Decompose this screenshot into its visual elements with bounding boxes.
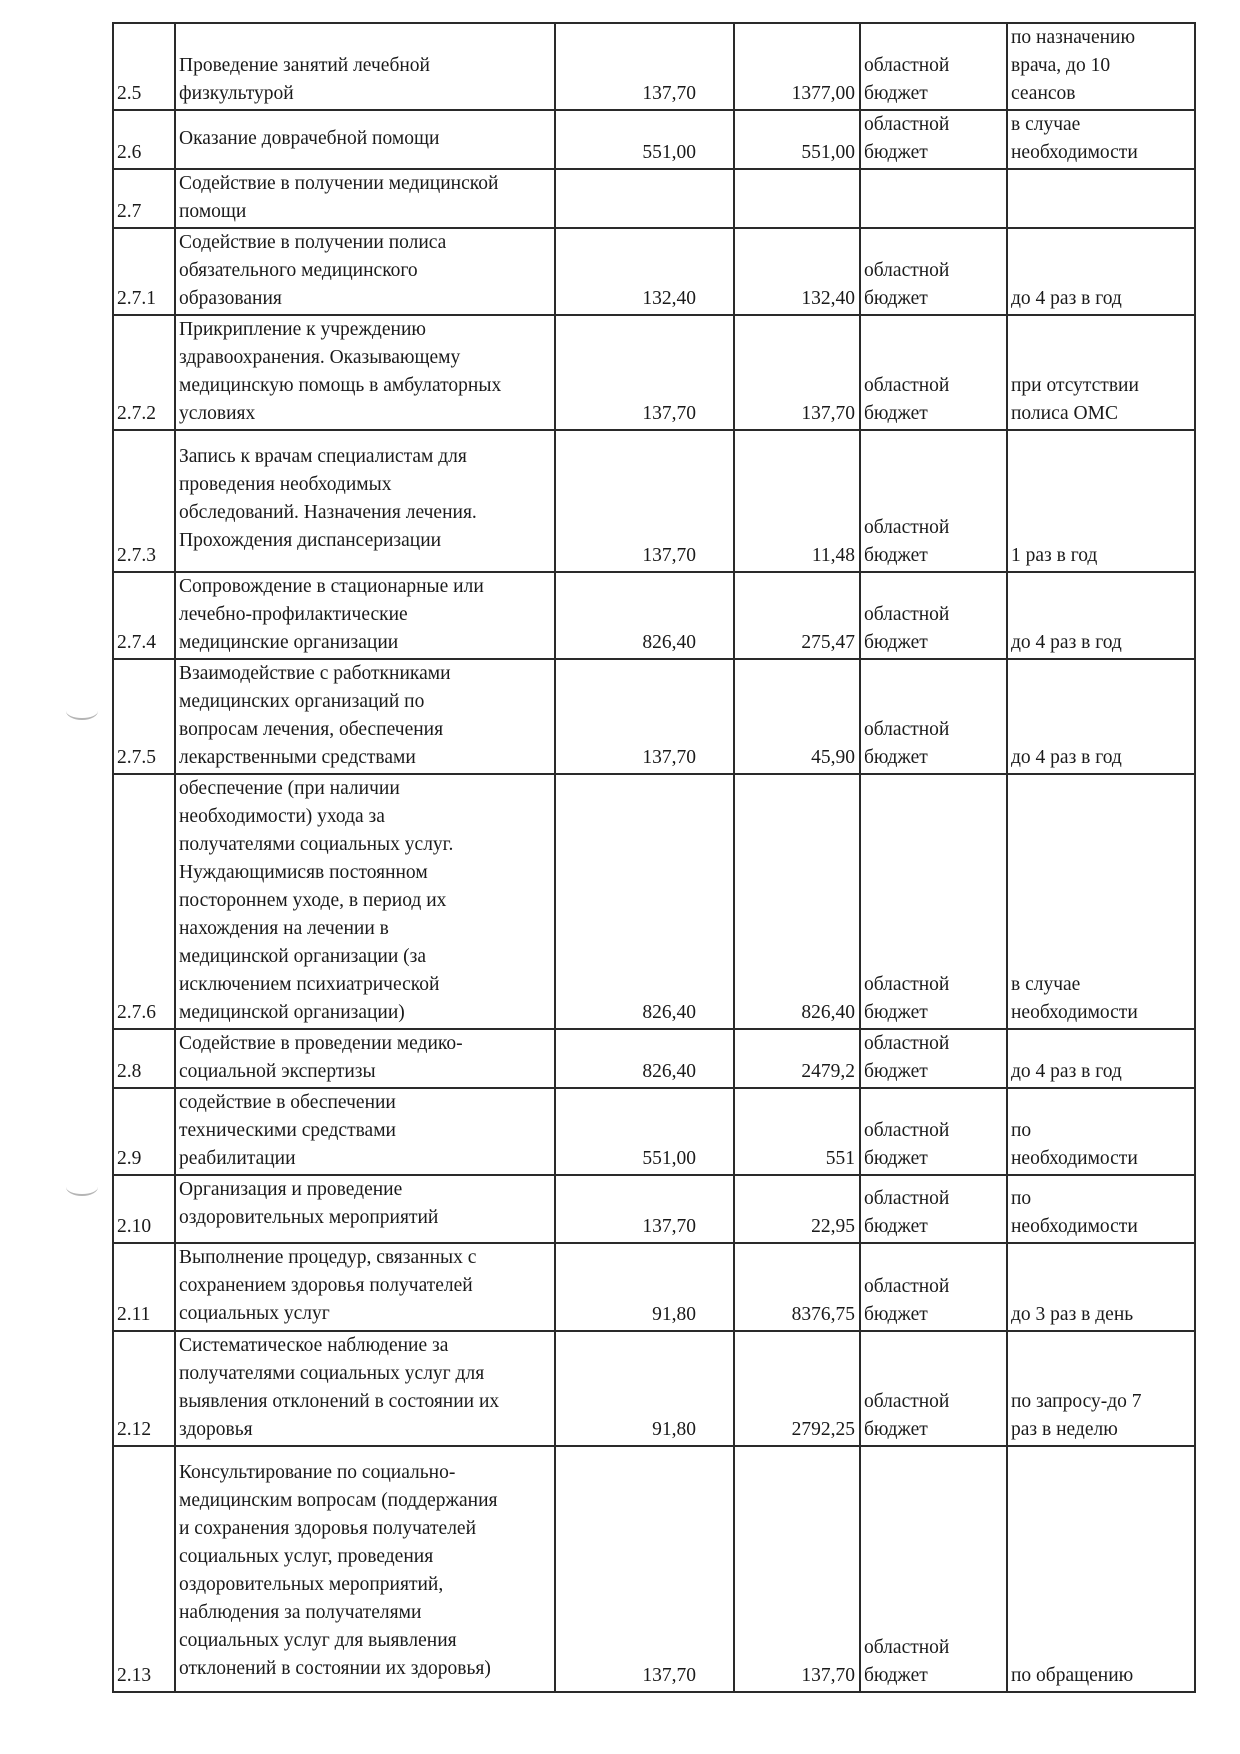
service-name-line: медицинской организации (за: [179, 946, 427, 967]
service-name-line: наблюдения за получателями: [179, 1602, 422, 1623]
funding-source-cell: [860, 169, 1007, 228]
table-row: [113, 169, 1195, 228]
service-name-line: Взаимодействие с работкниками: [179, 663, 451, 684]
funding-source-cell: [860, 1331, 1007, 1446]
service-name-line: обязательного медицинского: [179, 260, 418, 281]
service-name-line: социальных услуг для выявления: [179, 1630, 457, 1651]
frequency-note-line: врача, до 10: [1011, 55, 1111, 76]
service-name-line: социальных услуг: [179, 1303, 330, 1324]
funding-source-line: бюджет: [864, 545, 928, 566]
frequency-note-cell: [1007, 1088, 1195, 1175]
funding-source-line: бюджет: [864, 1002, 928, 1023]
service-name-cell: [175, 228, 555, 315]
frequency-note-cell: до 4 раз в год: [1007, 659, 1195, 774]
service-name-cell: [175, 1029, 555, 1088]
tariff-cell: 137,70: [555, 1446, 734, 1692]
row-number-cell: 2.13: [113, 1446, 175, 1692]
funding-source-line: областной: [864, 375, 950, 396]
funding-source-line: бюджет: [864, 1304, 928, 1325]
row-number-cell: 2.10: [113, 1175, 175, 1243]
service-name-line: медицинской организации): [179, 1002, 405, 1023]
service-name-line: и сохранения здоровья получателей: [179, 1518, 477, 1539]
funding-source-line: областной: [864, 55, 950, 76]
sum-cell: 137,70: [734, 1446, 860, 1692]
service-name-line: нахождения на лечении в: [179, 918, 389, 939]
funding-source-line: бюджет: [864, 288, 928, 309]
sum-cell: 826,40: [734, 774, 860, 1029]
funding-source-line: областной: [864, 719, 950, 740]
frequency-note-line: необходимости: [1011, 142, 1138, 163]
row-number-cell: 2.12: [113, 1331, 175, 1446]
service-name-cell: [175, 169, 555, 228]
service-name-cell: [175, 572, 555, 659]
sum-cell: 45,90: [734, 659, 860, 774]
service-name-cell: [175, 315, 555, 430]
frequency-note-line: полиса ОМС: [1011, 403, 1118, 424]
funding-source-line: бюджет: [864, 403, 928, 424]
frequency-note-cell: [1007, 1175, 1195, 1243]
service-name-line: Нуждающимисяв постоянном: [179, 862, 428, 883]
hole-punch-mark-bottom: [66, 1178, 98, 1196]
service-name-line: условиях: [179, 403, 256, 424]
service-name-line: медицинскую помощь в амбулаторных: [179, 375, 502, 396]
service-name-line: Сопровождение в стационарные или: [179, 576, 484, 597]
funding-source-line: областной: [864, 517, 950, 538]
funding-source-line: бюджет: [864, 142, 928, 163]
sum-cell: 137,70: [734, 315, 860, 430]
service-name-line: сохранением здоровья получателей: [179, 1275, 473, 1296]
sum-cell: 11,48: [734, 430, 860, 572]
table-row: [113, 23, 1195, 110]
frequency-note-cell: [1007, 315, 1195, 430]
table-row: [113, 228, 1195, 315]
funding-source-cell: [860, 659, 1007, 774]
service-name-line: медицинских организаций по: [179, 691, 425, 712]
service-name-line: постороннем уходе, в период их: [179, 890, 447, 911]
funding-source-line: областной: [864, 1276, 950, 1297]
table-row: [113, 1088, 1195, 1175]
funding-source-cell: [860, 23, 1007, 110]
row-number-cell: 2.7.5: [113, 659, 175, 774]
frequency-note-line: сеансов: [1011, 83, 1076, 104]
service-name-line: получателями социальных услуг для: [179, 1363, 485, 1384]
service-name-cell: [175, 1243, 555, 1331]
service-name-line: Прохождения диспансеризации: [179, 530, 442, 551]
funding-source-cell: [860, 1446, 1007, 1692]
tariff-cell: 137,70: [555, 430, 734, 572]
service-name-line: Организация и проведение: [179, 1179, 403, 1200]
funding-source-line: областной: [864, 1188, 950, 1209]
frequency-note-line: в случае: [1011, 114, 1081, 135]
hole-punch-mark-top: [66, 702, 98, 720]
funding-source-cell: [860, 1029, 1007, 1088]
service-name-cell: [175, 1088, 555, 1175]
service-name-line: Оказание доврачебной помощи: [179, 128, 440, 149]
sum-cell: 2479,2: [734, 1029, 860, 1088]
tariff-cell: 826,40: [555, 774, 734, 1029]
funding-source-line: областной: [864, 1033, 950, 1054]
service-name-line: Выполнение процедур, связанных с: [179, 1247, 477, 1268]
frequency-note-cell: до 4 раз в год: [1007, 572, 1195, 659]
service-name-cell: [175, 659, 555, 774]
row-number-cell: 2.8: [113, 1029, 175, 1088]
row-number-cell: 2.7: [113, 169, 175, 228]
service-name-line: получателями социальных услуг.: [179, 834, 454, 855]
service-name-line: обеспечение (при наличии: [179, 778, 400, 799]
sum-cell: 2792,25: [734, 1331, 860, 1446]
row-number-cell: 2.7.2: [113, 315, 175, 430]
frequency-note-cell: до 4 раз в год: [1007, 228, 1195, 315]
service-name-line: Содействие в получении медицинской: [179, 173, 499, 194]
service-name-line: оздоровительных мероприятий,: [179, 1574, 444, 1595]
funding-source-cell: [860, 1175, 1007, 1243]
service-name-cell: [175, 23, 555, 110]
service-name-line: физкультурой: [179, 83, 294, 104]
funding-source-line: областной: [864, 974, 950, 995]
tariff-cell: [555, 169, 734, 228]
service-name-line: медицинским вопросам (поддержания: [179, 1490, 498, 1511]
sum-cell: 551: [734, 1088, 860, 1175]
row-number-cell: 2.5: [113, 23, 175, 110]
service-name-line: Консультирование по социально-: [179, 1462, 456, 1483]
service-name-line: медицинские организации: [179, 632, 399, 653]
frequency-note-cell: 1 раз в год: [1007, 430, 1195, 572]
services-table-body: [113, 23, 1195, 1692]
table-row: [113, 110, 1195, 169]
funding-source-cell: [860, 110, 1007, 169]
tariff-cell: 137,70: [555, 659, 734, 774]
row-number-cell: 2.7.4: [113, 572, 175, 659]
service-name-line: вопросам лечения, обеспечения: [179, 719, 444, 740]
service-name-line: Содействие в проведении медико-: [179, 1033, 463, 1054]
frequency-note-cell: [1007, 23, 1195, 110]
funding-source-cell: [860, 228, 1007, 315]
frequency-note-line: по назначению: [1011, 27, 1136, 48]
funding-source-cell: [860, 1088, 1007, 1175]
tariff-cell: 551,00: [555, 110, 734, 169]
sum-cell: 275,47: [734, 572, 860, 659]
frequency-note-cell: [1007, 1331, 1195, 1446]
tariff-cell: 91,80: [555, 1243, 734, 1331]
funding-source-line: областной: [864, 114, 950, 135]
frequency-note-line: в случае: [1011, 974, 1081, 995]
frequency-note-cell: [1007, 774, 1195, 1029]
funding-source-cell: [860, 1243, 1007, 1331]
funding-source-cell: [860, 774, 1007, 1029]
service-name-line: выявления отклонений в состоянии их: [179, 1391, 500, 1412]
funding-source-line: бюджет: [864, 747, 928, 768]
tariff-cell: 137,70: [555, 315, 734, 430]
row-number-cell: 2.11: [113, 1243, 175, 1331]
sum-cell: 8376,75: [734, 1243, 860, 1331]
service-name-line: содействие в обеспечении: [179, 1092, 396, 1113]
service-name-line: социальной экспертизы: [179, 1061, 376, 1082]
frequency-note-line: по запросу-до 7: [1011, 1391, 1142, 1412]
table-row: [113, 774, 1195, 1029]
service-name-line: Проведение занятий лечебной: [179, 55, 430, 76]
sum-cell: [734, 169, 860, 228]
frequency-note-cell: [1007, 169, 1195, 228]
service-name-line: лечебно-профилактические: [179, 604, 408, 625]
service-name-line: лекарственными средствами: [179, 747, 416, 768]
tariff-cell: 91,80: [555, 1331, 734, 1446]
tariff-cell: 137,70: [555, 23, 734, 110]
frequency-note-cell: до 3 раз в день: [1007, 1243, 1195, 1331]
table-row: [113, 1029, 1195, 1088]
row-number-cell: 2.9: [113, 1088, 175, 1175]
frequency-note-cell: до 4 раз в год: [1007, 1029, 1195, 1088]
sum-cell: 551,00: [734, 110, 860, 169]
frequency-note-line: при отсутствии: [1011, 375, 1139, 396]
sum-cell: 1377,00: [734, 23, 860, 110]
table-row: [113, 1331, 1195, 1446]
row-number-cell: 2.7.3: [113, 430, 175, 572]
tariff-cell: 137,70: [555, 1175, 734, 1243]
service-name-line: здравоохранения. Оказывающему: [179, 347, 461, 368]
service-name-line: реабилитации: [179, 1148, 296, 1169]
row-number-cell: 2.6: [113, 110, 175, 169]
service-name-line: образования: [179, 288, 282, 309]
funding-source-line: бюджет: [864, 83, 928, 104]
service-name-line: обследований. Назначения лечения.: [179, 502, 477, 523]
table-row: [113, 659, 1195, 774]
funding-source-line: бюджет: [864, 632, 928, 653]
service-name-line: необходимости) ухода за: [179, 806, 385, 827]
service-name-cell: [175, 774, 555, 1029]
funding-source-line: бюджет: [864, 1216, 928, 1237]
service-name-line: Запись к врачам специалистам для: [179, 446, 467, 467]
service-name-line: техническими средствами: [179, 1120, 396, 1141]
funding-source-line: бюджет: [864, 1665, 928, 1686]
frequency-note-line: раз в неделю: [1011, 1419, 1118, 1440]
funding-source-line: областной: [864, 260, 950, 281]
service-name-line: оздоровительных мероприятий: [179, 1207, 439, 1228]
funding-source-cell: [860, 572, 1007, 659]
funding-source-line: областной: [864, 604, 950, 625]
funding-source-line: областной: [864, 1120, 950, 1141]
table-row: [113, 572, 1195, 659]
service-name-line: здоровья: [179, 1419, 253, 1440]
table-row: [113, 1243, 1195, 1331]
service-name-cell: [175, 430, 555, 572]
tariff-cell: 826,40: [555, 572, 734, 659]
frequency-note-cell: [1007, 110, 1195, 169]
row-number-cell: 2.7.1: [113, 228, 175, 315]
tariff-cell: 551,00: [555, 1088, 734, 1175]
sum-cell: 22,95: [734, 1175, 860, 1243]
funding-source-line: областной: [864, 1637, 950, 1658]
funding-source-cell: [860, 430, 1007, 572]
service-name-cell: [175, 1331, 555, 1446]
table-row: [113, 430, 1195, 572]
service-name-line: помощи: [179, 201, 247, 222]
frequency-note-cell: по обращению: [1007, 1446, 1195, 1692]
service-name-line: социальных услуг, проведения: [179, 1546, 434, 1567]
row-number-cell: 2.7.6: [113, 774, 175, 1029]
tariff-cell: 826,40: [555, 1029, 734, 1088]
frequency-note-line: по: [1011, 1120, 1032, 1141]
sum-cell: 132,40: [734, 228, 860, 315]
funding-source-line: бюджет: [864, 1419, 928, 1440]
table-row: [113, 1446, 1195, 1692]
service-name-line: отклонений в состоянии их здоровья): [179, 1658, 491, 1679]
frequency-note-line: по: [1011, 1188, 1032, 1209]
frequency-note-line: необходимости: [1011, 1148, 1138, 1169]
funding-source-line: бюджет: [864, 1061, 928, 1082]
service-name-line: проведения необходимых: [179, 474, 392, 495]
service-name-line: Прикрипление к учреждению: [179, 319, 426, 340]
frequency-note-line: необходимости: [1011, 1002, 1138, 1023]
service-name-line: исключением психиатрической: [179, 974, 440, 995]
funding-source-line: бюджет: [864, 1148, 928, 1169]
funding-source-cell: [860, 315, 1007, 430]
funding-source-line: областной: [864, 1391, 950, 1412]
table-row: [113, 1175, 1195, 1243]
table-row: [113, 315, 1195, 430]
service-name-cell: [175, 1446, 555, 1692]
services-tariff-table: [112, 22, 1196, 1693]
service-name-line: Содействие в получении полиса: [179, 232, 447, 253]
frequency-note-line: необходимости: [1011, 1216, 1138, 1237]
service-name-cell: [175, 110, 555, 169]
tariff-cell: 132,40: [555, 228, 734, 315]
service-name-line: Систематическое наблюдение за: [179, 1335, 449, 1356]
service-name-cell: [175, 1175, 555, 1243]
